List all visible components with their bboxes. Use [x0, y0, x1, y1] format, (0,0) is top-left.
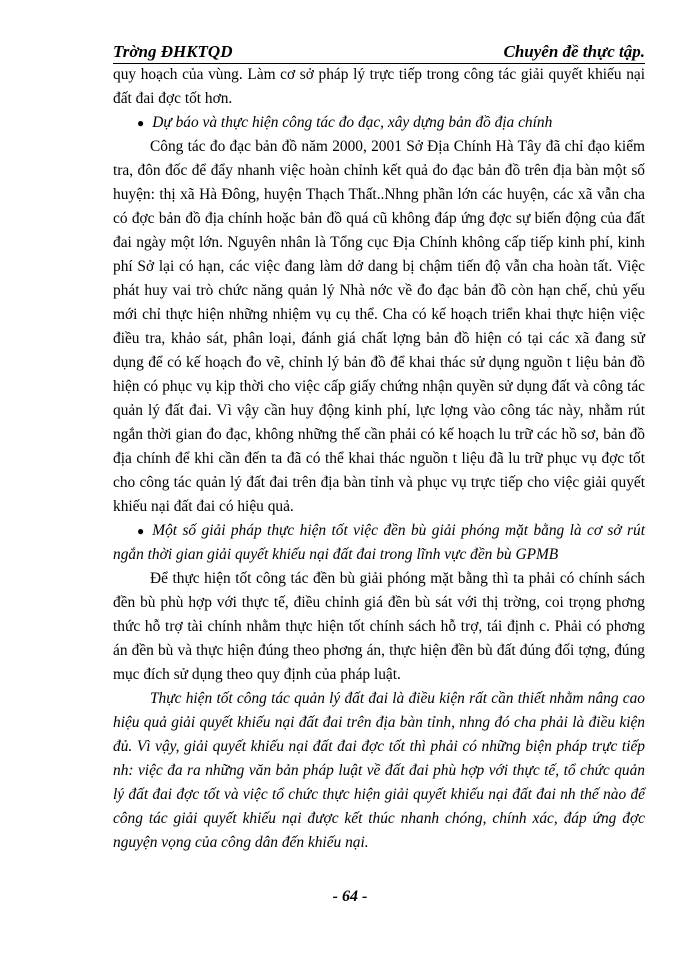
page-header	[113, 38, 645, 62]
bullet-heading-text: Một số giải pháp thực hiện tốt việc đền bù giải phóng mặt bằng là cơ sở rút ngắn thời gian giải quyết khiếu nại đất đai trong lĩnh vực đền bù GPMB	[113, 522, 645, 563]
paragraph-continuation: quy hoạch của vùng. Làm cơ sở pháp lý trực tiếp trong công tác giải quyết khiếu nại đất đai đợc tốt hơn.	[113, 66, 645, 107]
document-body	[113, 63, 645, 855]
paragraph-italic: Thực hiện tốt công tác quản lý đất đai là điều kiện rất cần thiết nhằm nâng cao hiệu quả giải quyết khiếu nại đất đai trên địa bàn tỉnh, nhng đó cha phải là điều kiện đủ. Vì vậy, giải quyết khiếu nại đất đai đợc tốt thì phải có những biện pháp trực tiếp nh: việc đa ra những văn bản pháp luật về đất đai phù hợp với thực tế, tổ chức quản lý đất đai đợc tốt và việc tổ chức thực hiện giải quyết khiếu nại đất đai nh thế nào để công tác giải quyết khiếu nại được kết thúc nhanh chóng, chính xác, đáp ứng đợc nguyện vọng của công dân đến khiếu nại.	[113, 690, 645, 851]
bullet-icon: ●	[137, 524, 145, 538]
bullet-heading-text: Dự báo và thực hiện công tác đo đạc, xây dựng bản đồ địa chính	[152, 114, 553, 131]
page-number: - 64 -	[332, 888, 368, 905]
bullet-heading	[113, 111, 645, 135]
bullet-icon: ●	[137, 116, 145, 130]
paragraph: Công tác đo đạc bản đồ năm 2000, 2001 Sở Địa Chính Hà Tây đã chỉ đạo kiểm tra, đôn đốc để đẩy nhanh việc hoàn chỉnh kết quả đo đạc bản đồ trên địa bàn một số huyện: thị xã Hà Đông, huyện Thạch Thất..Nhng phần lớn các huyện, các xã vẫn cha có đợc bản đồ địa chính hoặc bản đồ quá cũ không đáp ứng đợc sự biến động của đất đai ngày một lớn. Nguyên nhân là Tổng cục Địa Chính không cấp tiếp kinh phí, kinh phí Sở lại có hạn, các việc đang làm dở dang bị chậm tiến độ vẫn cha hoàn tất. Việc phát huy vai trò chức năng quản lý Nhà nớc về đo đạc bản đồ còn hạn chế, chủ yếu mới chỉ thực hiện những nhiệm vụ cụ thể. Cha có kế hoạch triển khai thực hiện việc điều tra, khảo sát, phân loại, đánh giá chất lợng bản đồ hiện có tại các xã đang sử dụng để có kế hoạch đo vẽ, chỉnh lý bản đồ để khai thác sử dụng nguồn t liệu bản đồ hiện có phục vụ kịp thời cho việc cấp giấy chứng nhận quyền sử dụng đất và công tác quản lý đất đai. Vì vậy cần huy động kinh phí, lực lợng vào công tác này, nhằm rút ngắn thời gian đo đạc, không những thế cần phải có kế hoạch lu trữ các hồ sơ, bản đồ địa chính để khi cần đến ta đã có thể khai thác nguồn t liệu đã lu trữ phục vụ đợc tốt cho công tác quản lý đất đai trên địa bàn tỉnh và phục vụ trực tiếp cho việc giải quyết khiếu nại đất đai có hiệu quả.	[113, 138, 645, 515]
bullet-heading	[113, 519, 645, 567]
header-right-title: Chuyên đề thực tập.	[503, 42, 645, 61]
paragraph: Để thực hiện tốt công tác đền bù giải phóng mặt bằng thì ta phải có chính sách đền bù phù hợp với thực tế, điều chỉnh giá đền bù sát với thị trờng, coi trọng phơng thức hỗ trợ tài chính nhằm thực hiện tốt chính sách hỗ trợ, tái định c. Phải có phơng án đền bù và thực hiện đúng theo phơng án, thực hiện đền bù đất đúng đối tợng, đúng mục đích sử dụng theo quy định của pháp luật.	[113, 570, 645, 683]
header-left-title: Trờng ĐHKTQD	[113, 42, 233, 61]
